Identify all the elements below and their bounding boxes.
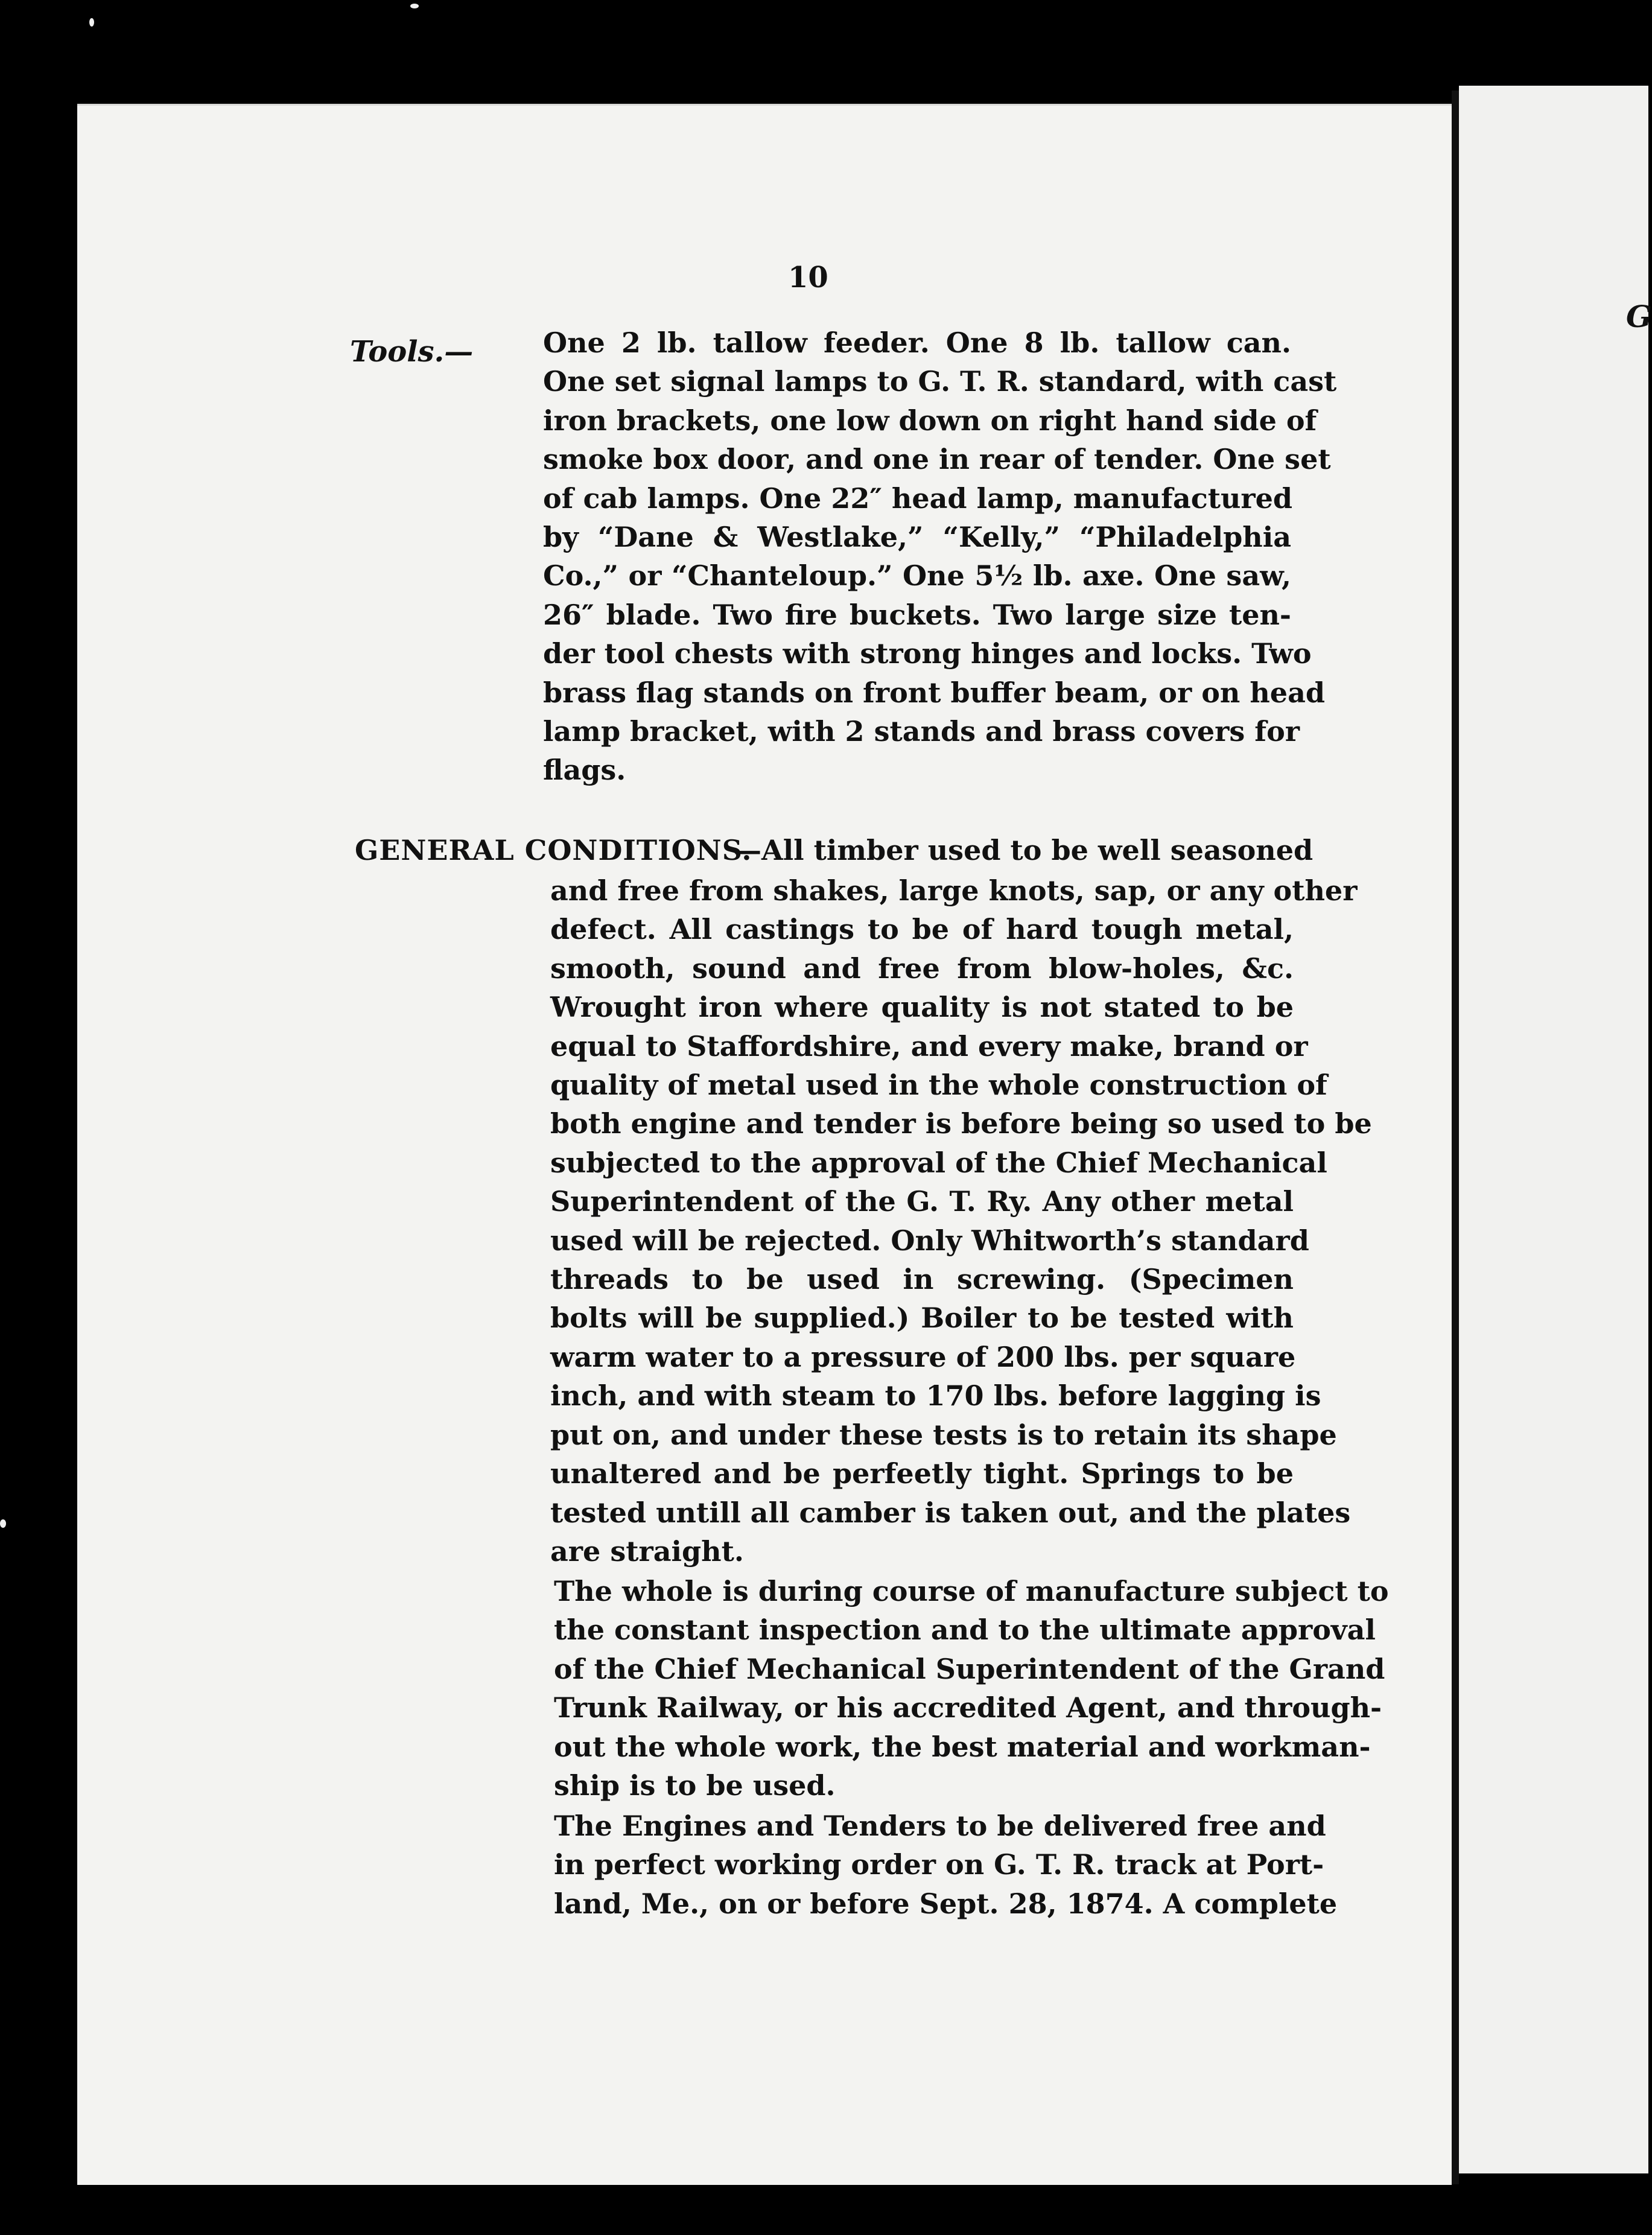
text-line: defect. All castings to be of hard tough metal, — [550, 913, 1294, 946]
text-line: inch, and with steam to 170 lbs. before lagging is — [550, 1379, 1321, 1413]
text-line: smoke box door, and one in rear of tender. One set — [543, 443, 1331, 476]
text-line: ship is to be used. — [554, 1769, 836, 1802]
text-line: put on, and under these tests is to retain its shape — [550, 1418, 1337, 1451]
text-line: and free from shakes, large knots, sap, or any other — [550, 874, 1358, 907]
text-line: the constant inspection and to the ultimate approval — [554, 1613, 1376, 1647]
general-conditions-paragraph — [550, 871, 1372, 1571]
text-line: bolts will be supplied.) Boiler to be tested with — [550, 1302, 1294, 1335]
text-line: equal to Staffordshire, and every make, brand or — [550, 1029, 1308, 1063]
page-number: 10 — [788, 261, 828, 294]
text-line: der tool chests with strong hinges and locks. Two — [543, 637, 1312, 670]
text-line: are straight. — [550, 1534, 744, 1568]
text-line: Superintendent of the G. T. Ry. Any other metal — [550, 1185, 1294, 1218]
text-line: of the Chief Mechanical Superintendent of the Grand — [554, 1652, 1385, 1685]
text-line: flags. — [543, 754, 626, 787]
text-line: tested untill all camber is taken out, and the plates — [550, 1496, 1351, 1529]
facing-page-letter: G — [1626, 299, 1652, 334]
text-line: Wrought iron where quality is not stated to be — [550, 991, 1294, 1024]
text-line: lamp bracket, with 2 stands and brass covers for — [543, 715, 1300, 748]
text-line: unaltered and be perfeetly tight. Springs to be — [550, 1457, 1294, 1490]
text-line: land, Me., on or before Sept. 28, 1874. A complete — [554, 1887, 1338, 1920]
text-line: of cab lamps. One 22″ head lamp, manufactured — [543, 482, 1293, 515]
scan-speck — [410, 4, 419, 8]
delivery-paragraph — [554, 1807, 1338, 1923]
tools-margin-label: Tools.— — [350, 335, 474, 369]
text-line: used will be rejected. Only Whitworth’s standard — [550, 1224, 1309, 1257]
text-line: Co.,” or “Chanteloup.” One 5½ lb. axe. One saw, — [543, 559, 1291, 593]
scan-speck — [0, 1519, 6, 1528]
text-line: One 2 lb. tallow feeder. One 8 lb. tallow can. — [543, 326, 1291, 359]
text-line: The whole is during course of manufacture subject to — [554, 1575, 1389, 1607]
text-line: One set signal lamps to G. T. R. standard, with cast — [543, 365, 1337, 398]
inspection-paragraph — [554, 1572, 1389, 1805]
text-line: warm water to a pressure of 200 lbs. per square — [550, 1340, 1296, 1373]
general-conditions-first-line: —All timber used to be well seasoned — [734, 834, 1314, 866]
text-line: Trunk Railway, or his accredited Agent, and through- — [554, 1691, 1382, 1725]
tools-paragraph — [543, 323, 1337, 790]
text-line: both engine and tender is before being so used to be — [550, 1107, 1372, 1140]
text-line: threads to be used in screwing. (Specimen — [550, 1263, 1294, 1296]
text-line: out the whole work, the best material and workman- — [554, 1730, 1371, 1763]
text-line: iron brackets, one low down on right hand side of — [543, 404, 1317, 437]
text-line: quality of metal used in the whole construction of — [550, 1069, 1327, 1102]
general-conditions-heading: GENERAL CONDITIONS. — [355, 834, 752, 866]
text-line: smooth, sound and free from blow-holes, &c. — [550, 952, 1294, 985]
text-line: 26″ blade. Two fire buckets. Two large size ten- — [543, 598, 1291, 631]
scan-speck — [89, 18, 94, 27]
text-line: by “Dane & Westlake,” “Kelly,” “Philadelphia — [543, 521, 1291, 554]
page-gutter — [1452, 91, 1459, 2184]
facing-page-edge — [1459, 86, 1648, 2173]
text-line: The Engines and Tenders to be delivered free and — [554, 1810, 1326, 1842]
text-line: subjected to the approval of the Chief Mechanical — [550, 1146, 1327, 1179]
text-line: in perfect working order on G. T. R. track at Port- — [554, 1848, 1324, 1881]
text-line: brass flag stands on front buffer beam, or on head — [543, 676, 1326, 709]
